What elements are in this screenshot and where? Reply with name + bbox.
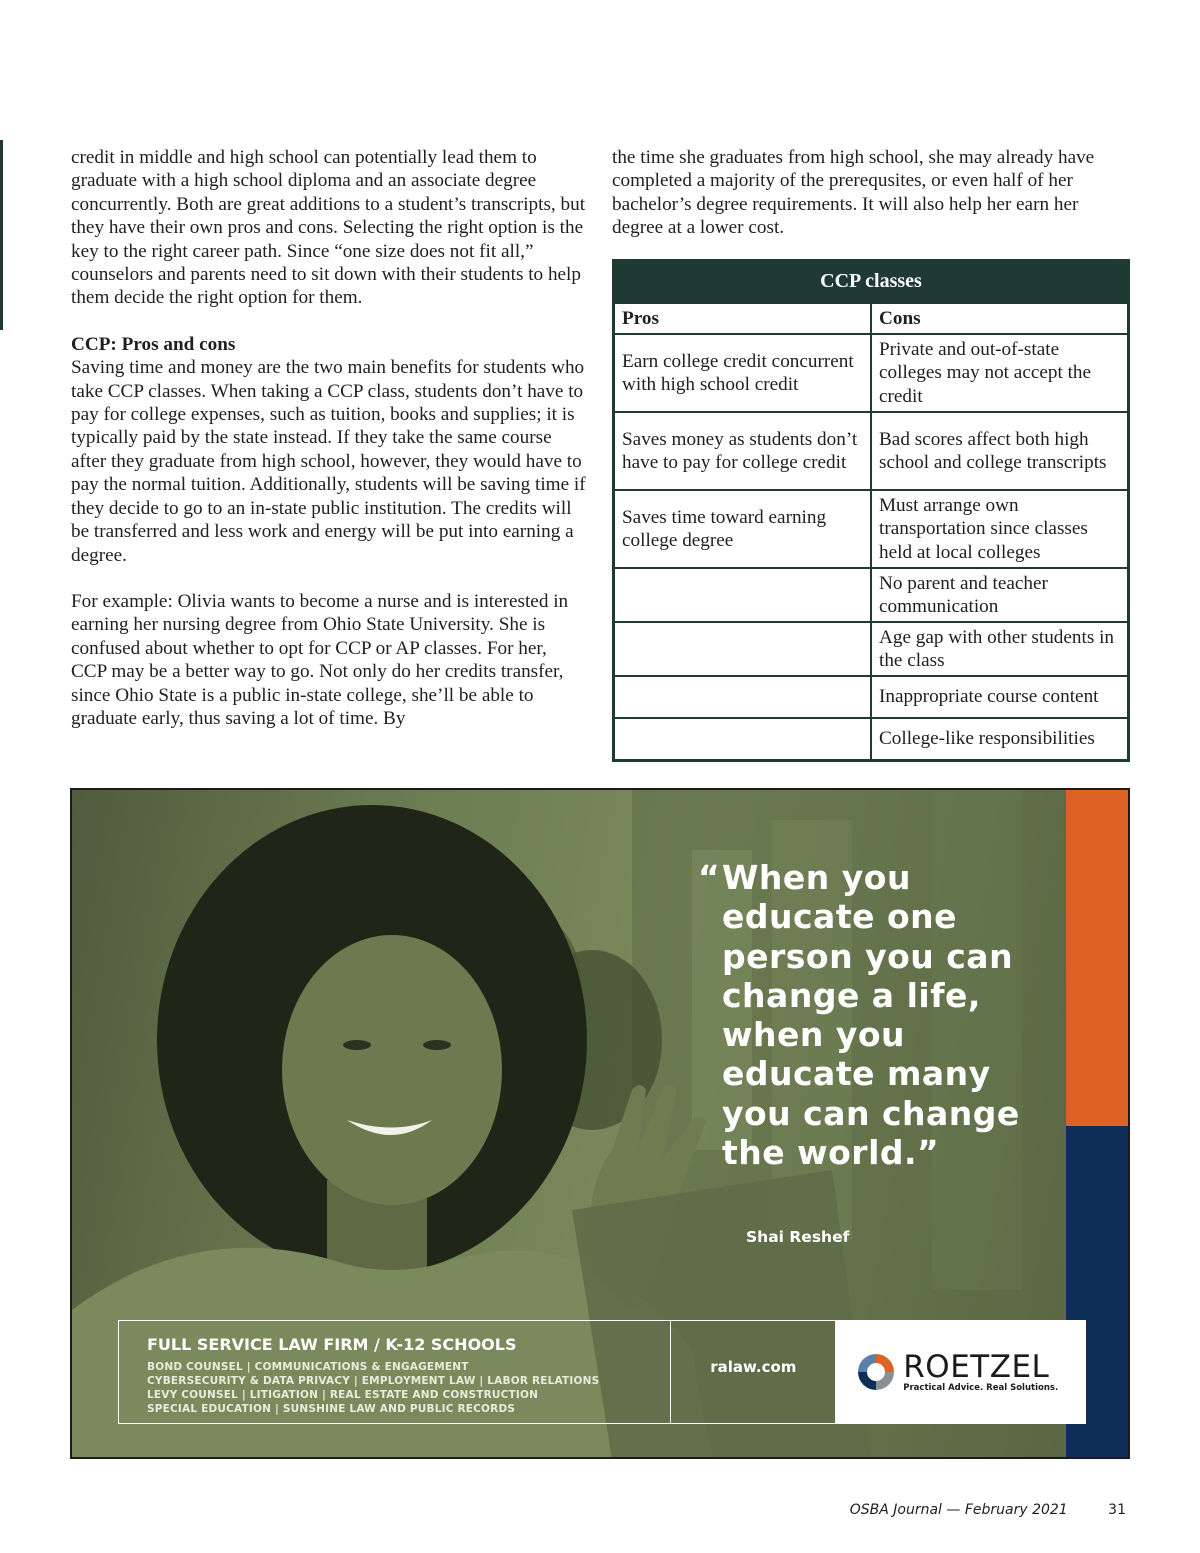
logo-tagline: Practical Advice. Real Solutions. [903, 1383, 1059, 1393]
con-cell: Inappropriate course content [871, 676, 1129, 718]
con-cell: Private and out-of-state colleges may not accept the credit [871, 334, 1129, 412]
pro-cell: Earn college credit concurrent with high school credit [614, 334, 872, 412]
ad-quote [698, 858, 1052, 1173]
pros-header: Pros [614, 303, 872, 334]
con-cell: No parent and teacher communication [871, 568, 1129, 622]
logo-text [903, 1351, 1058, 1393]
body-paragraph: the time she graduates from high school, she may already have completed a majority of the prerequsites, or even half of her bachelor’s degree requirements. It will also help her earn her degree at a lower cost. [612, 147, 1095, 239]
body-paragraph: Saving time and money are the two main benefits for students who take CCP classes. When taking a CCP class, students don’t have to pay for college expenses, such as tuition, books and supplies; it is typically paid by the state instead. If they take the same course after they graduate from high school, however, they would have to pay the normal tuition. Additionally, students will be saving time if they decide to go to an in-state public institution. The credits will be transferred and less work and energy will be put into earning a degree. [71, 357, 586, 566]
table-row [614, 622, 1129, 676]
roetzel-advertisement [70, 788, 1130, 1459]
pro-cell: Saves time toward earning college degree [614, 490, 872, 568]
pro-cell [614, 676, 872, 718]
pro-cell [614, 568, 872, 622]
pro-cell [614, 718, 872, 760]
banner-title: FULL SERVICE LAW FIRM / K-12 SCHOOLS [147, 1335, 517, 1354]
body-paragraph: credit in middle and high school can potentially lead them to graduate with a high school diploma and an associate degree concurrently. Both are great additions to a student’s transcripts, but they have their own pros and cons. Selecting the right option is the key to the right career path. Since “one size does not fit all,” counselors and parents need to sit down with their students to help them decide the right option for them. [71, 147, 586, 309]
page-number: 31 [1108, 1502, 1126, 1518]
pro-cell: Saves money as students don’t have to pay for college credit [614, 412, 872, 490]
service-line: BOND COUNSEL | COMMUNICATIONS & ENGAGEMENT [147, 1361, 469, 1373]
roetzel-swirl-icon [855, 1351, 897, 1393]
services-block [119, 1321, 671, 1423]
right-column [612, 146, 1132, 240]
journal-name: OSBA Journal — February 2021 [849, 1502, 1068, 1518]
table-row [614, 334, 1129, 412]
table-caption: CCP classes [614, 261, 1129, 304]
table-row [614, 568, 1129, 622]
services-list [147, 1360, 670, 1416]
service-line: SPECIAL EDUCATION | SUNSHINE LAW AND PUBLIC RECORDS [147, 1403, 516, 1415]
con-cell: Age gap with other students in the class [871, 622, 1129, 676]
table-row [614, 676, 1129, 718]
cons-header: Cons [871, 303, 1129, 334]
roetzel-logo [835, 1321, 1085, 1423]
con-cell: Bad scores affect both high school and college transcripts [871, 412, 1129, 490]
orange-stripe [1066, 790, 1130, 1126]
section-heading: CCP: Pros and cons [71, 333, 236, 355]
left-margin-bar [0, 140, 3, 330]
ccp-pros-cons-table [612, 259, 1130, 762]
table-row [614, 412, 1129, 490]
body-paragraph: For example: Olivia wants to become a nurse and is interested in earning her nursing degree from Ohio State University. She is confused about whether to opt for CCP or AP classes. For her, CCP may be a better way to go. Not only do her credits transfer, since Ohio State is a public in-state college, she’ll be able to graduate early, thus saving a lot of time. By [71, 590, 569, 729]
con-cell: College-like responsibilities [871, 718, 1129, 760]
service-line: CYBERSECURITY & DATA PRIVACY | EMPLOYMENT LAW | LABOR RELATIONS [147, 1375, 600, 1387]
quote-author: Shai Reshef [746, 1228, 850, 1246]
con-cell: Must arrange own transportation since classes held at local colleges [871, 490, 1129, 568]
service-line: LEVY COUNSEL | LITIGATION | REAL ESTATE AND CONSTRUCTION [147, 1389, 539, 1401]
table-row [614, 490, 1129, 568]
logo-name: ROETZEL [903, 1349, 1050, 1385]
left-column [71, 146, 586, 730]
table-row [614, 718, 1129, 760]
pro-cell [614, 622, 872, 676]
page-footer [850, 1502, 1126, 1518]
website-link[interactable]: ralaw.com [710, 1358, 797, 1376]
quote-text: When you educate one person you can change a life, when you educate many you can change the world.” [722, 858, 1020, 1173]
law-firm-banner [118, 1320, 1086, 1424]
quote-mark: “ [698, 858, 721, 897]
